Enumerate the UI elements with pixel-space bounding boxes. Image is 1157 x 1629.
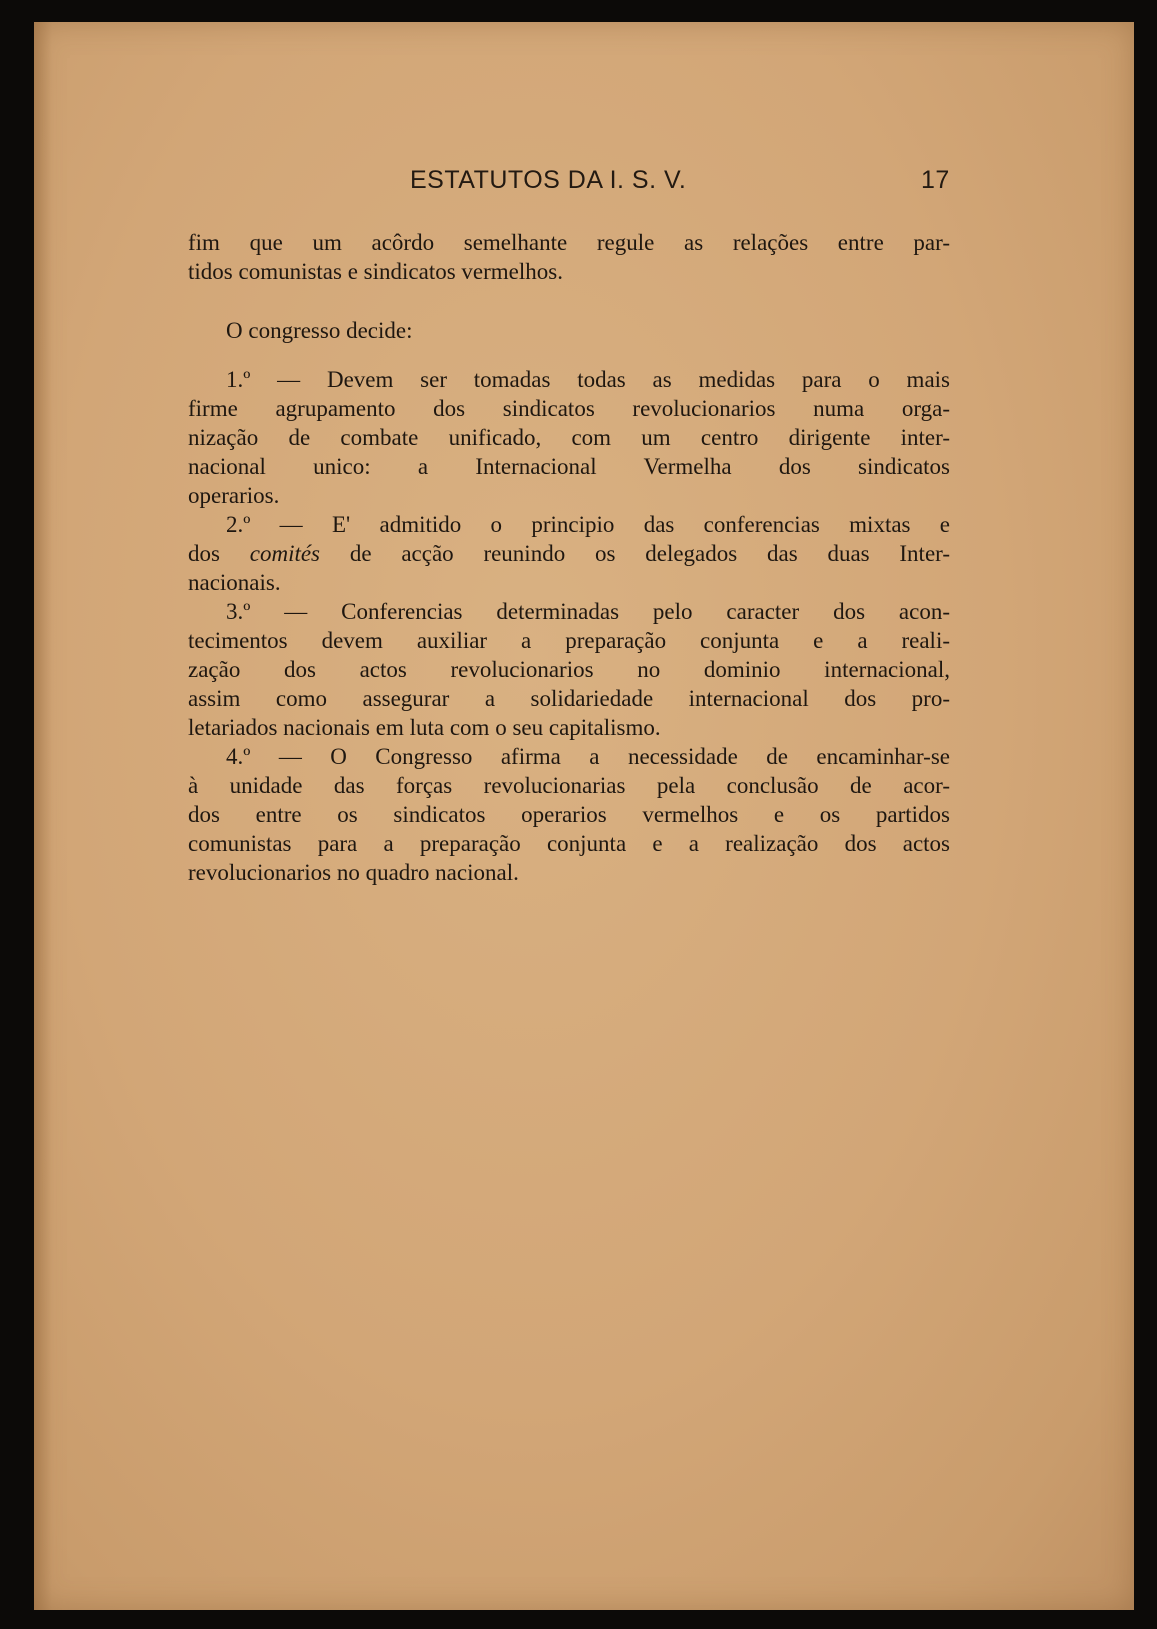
- page-gutter-shadow: [34, 22, 52, 1610]
- text-line: revolucionarios no quadro nacional.: [188, 860, 519, 885]
- text-line: à unidade das forças revolucionarias pela conclusão de acor-: [188, 773, 950, 798]
- text-line: 3.º — Conferencias determinadas pelo caracter dos acon-: [226, 599, 950, 624]
- page-header: [0, 166, 1157, 200]
- text-line: nacional unico: a Internacional Vermelha dos sindicatos: [188, 454, 950, 479]
- text-line: assim como assegurar a solidariedade internacional dos pro-: [188, 686, 950, 711]
- text-line: fim que um acôrdo semelhante regule as relações entre par-: [188, 230, 950, 255]
- text-line: zação dos actos revolucionarios no dominio internacional,: [188, 657, 950, 682]
- text-line: dos entre os sindicatos operarios vermelhos e os partidos: [188, 802, 950, 827]
- text-line: 1.º — Devem ser tomadas todas as medidas para o mais: [226, 367, 950, 392]
- text-fragment: de acção reunindo os delegados das duas Inter-: [349, 541, 951, 566]
- list-item: [188, 365, 950, 510]
- list-item: [188, 597, 950, 742]
- intro-paragraph: [188, 228, 950, 286]
- text-line: tidos comunistas e sindicatos vermelhos.: [188, 259, 563, 284]
- text-line: [188, 539, 950, 568]
- page-number: 17: [921, 166, 950, 194]
- text-line: nização de combate unificado, com um centro dirigente inter-: [188, 425, 950, 450]
- text-line: comunistas para a preparação conjunta e a realização dos actos: [188, 831, 950, 856]
- text-line: operarios.: [188, 483, 280, 508]
- running-title: ESTATUTOS DA I. S. V.: [410, 166, 687, 194]
- text-line: 2.º — E' admitido o principio das conferencias mixtas e: [226, 512, 950, 537]
- list-item: [188, 510, 950, 597]
- text-line: 4.º — O Congresso afirma a necessidade de encaminhar-se: [226, 744, 950, 769]
- body-text: [188, 228, 950, 887]
- italic-term: comités: [249, 541, 321, 566]
- list-item: [188, 742, 950, 887]
- text-fragment: dos: [188, 541, 220, 566]
- text-line: tecimentos devem auxiliar a preparação conjunta e a reali-: [188, 628, 950, 653]
- text-line: firme agrupamento dos sindicatos revolucionarios numa orga-: [188, 396, 950, 421]
- text-line: nacionais.: [188, 570, 281, 595]
- decision-heading: O congresso decide:: [226, 318, 413, 343]
- text-line: letariados nacionais em luta com o seu capitalismo.: [188, 715, 661, 740]
